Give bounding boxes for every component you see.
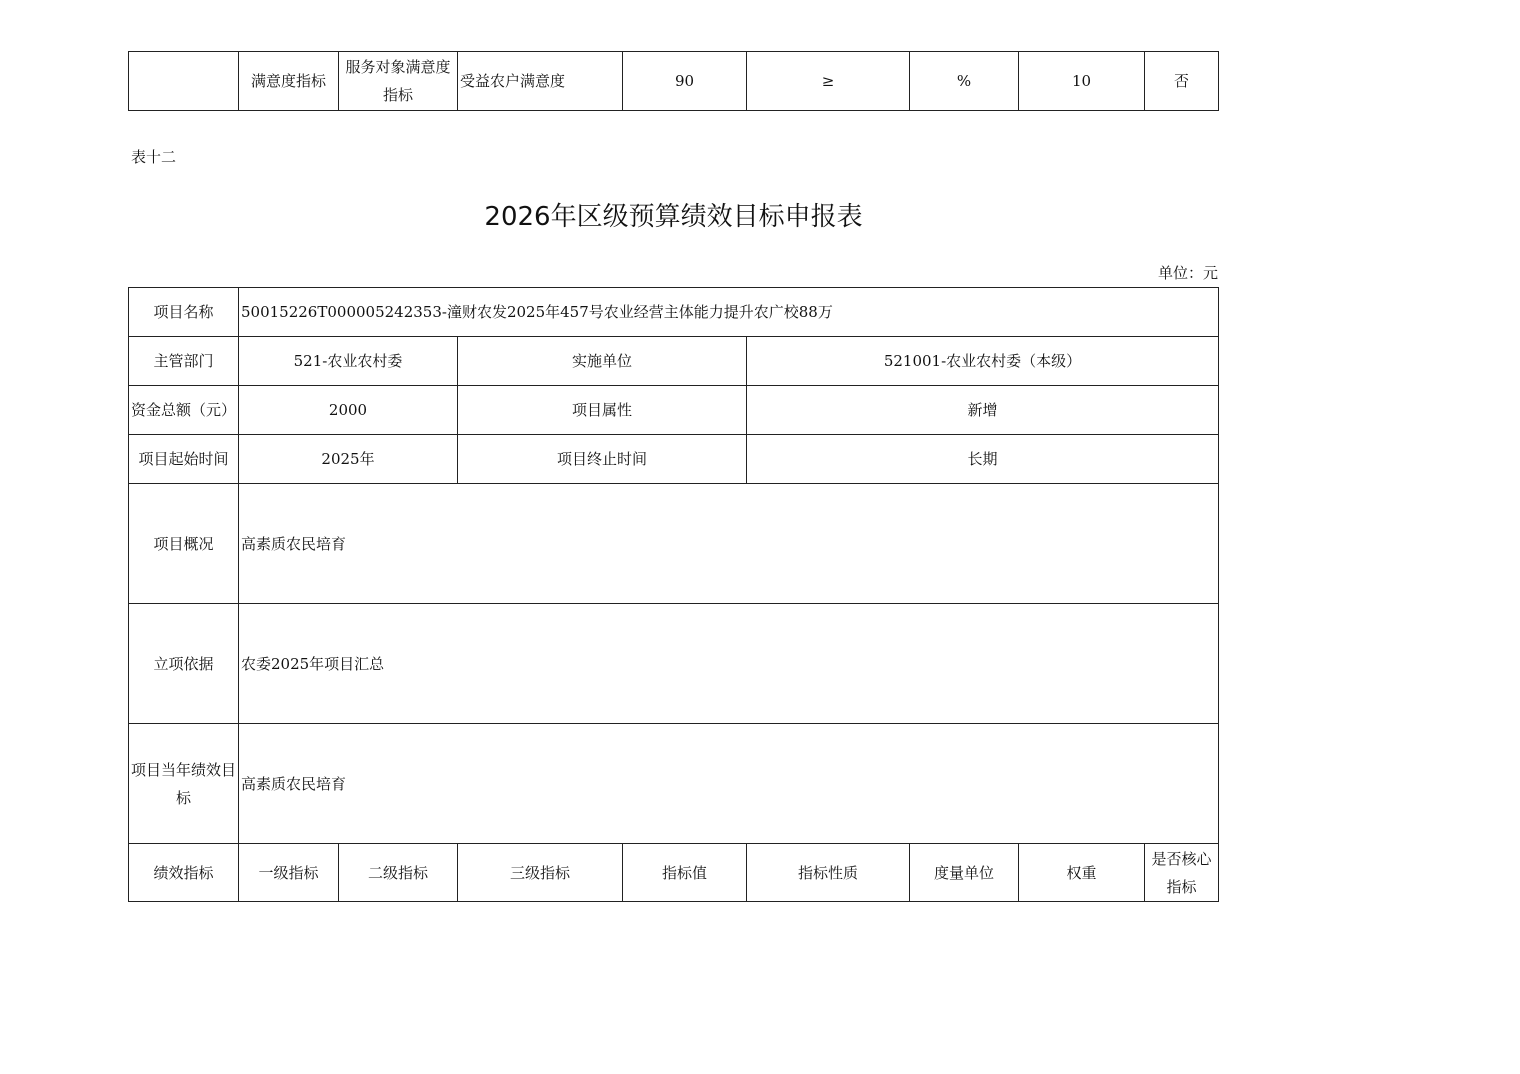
- table-cell: 满意度指标: [239, 52, 339, 111]
- budget-target-table: [128, 287, 1219, 902]
- project-basis-value: 农委2025年项目汇总: [239, 604, 1219, 724]
- table-row: [129, 337, 1219, 386]
- table-cell: 受益农户满意度: [458, 52, 623, 111]
- start-time-value: 2025年: [239, 435, 458, 484]
- table-cell: 服务对象满意度指标: [339, 52, 458, 111]
- header-weight: 权重: [1019, 844, 1145, 902]
- table-cell: 90: [623, 52, 747, 111]
- header-performance-indicator: 绩效指标: [129, 844, 239, 902]
- department-label: 主管部门: [129, 337, 239, 386]
- indicator-header-row: [129, 844, 1219, 902]
- header-core-indicator: 是否核心指标: [1145, 844, 1219, 902]
- header-level1: 一级指标: [239, 844, 339, 902]
- implementing-unit-value: 521001-农业农村委（本级）: [747, 337, 1219, 386]
- annual-goal-label: 项目当年绩效目标: [129, 724, 239, 844]
- header-indicator-nature: 指标性质: [747, 844, 910, 902]
- start-time-label: 项目起始时间: [129, 435, 239, 484]
- project-overview-label: 项目概况: [129, 484, 239, 604]
- page-title: 2026年区级预算绩效目标申报表: [484, 202, 863, 232]
- header-level3: 三级指标: [458, 844, 623, 902]
- implementing-unit-label: 实施单位: [458, 337, 747, 386]
- project-name-value: 50015226T000005242353-潼财农发2025年457号农业经营主体能力提升农广校88万: [239, 288, 1219, 337]
- satisfaction-indicator-table: [128, 51, 1219, 111]
- table-row: [129, 484, 1219, 604]
- project-name-label: 项目名称: [129, 288, 239, 337]
- fund-total-label: 资金总额（元）: [129, 386, 239, 435]
- table-number-label: 表十二: [131, 148, 177, 166]
- table-cell: [129, 52, 239, 111]
- end-time-value: 长期: [747, 435, 1219, 484]
- header-level2: 二级指标: [339, 844, 458, 902]
- table-row: [129, 288, 1219, 337]
- table-cell: 否: [1145, 52, 1219, 111]
- project-overview-value: 高素质农民培育: [239, 484, 1219, 604]
- table-cell: 10: [1019, 52, 1145, 111]
- unit-label: 单位：元: [1157, 264, 1218, 282]
- table-cell: %: [910, 52, 1019, 111]
- table-row: [129, 386, 1219, 435]
- fund-total-value: 2000: [239, 386, 458, 435]
- end-time-label: 项目终止时间: [458, 435, 747, 484]
- table-row: [129, 52, 1219, 111]
- project-attribute-value: 新增: [747, 386, 1219, 435]
- table-row: [129, 724, 1219, 844]
- project-basis-label: 立项依据: [129, 604, 239, 724]
- header-measure-unit: 度量单位: [910, 844, 1019, 902]
- table-cell: ≥: [747, 52, 910, 111]
- header-indicator-value: 指标值: [623, 844, 747, 902]
- table-row: [129, 435, 1219, 484]
- table-row: [129, 604, 1219, 724]
- department-value: 521-农业农村委: [239, 337, 458, 386]
- annual-goal-value: 高素质农民培育: [239, 724, 1219, 844]
- project-attribute-label: 项目属性: [458, 386, 747, 435]
